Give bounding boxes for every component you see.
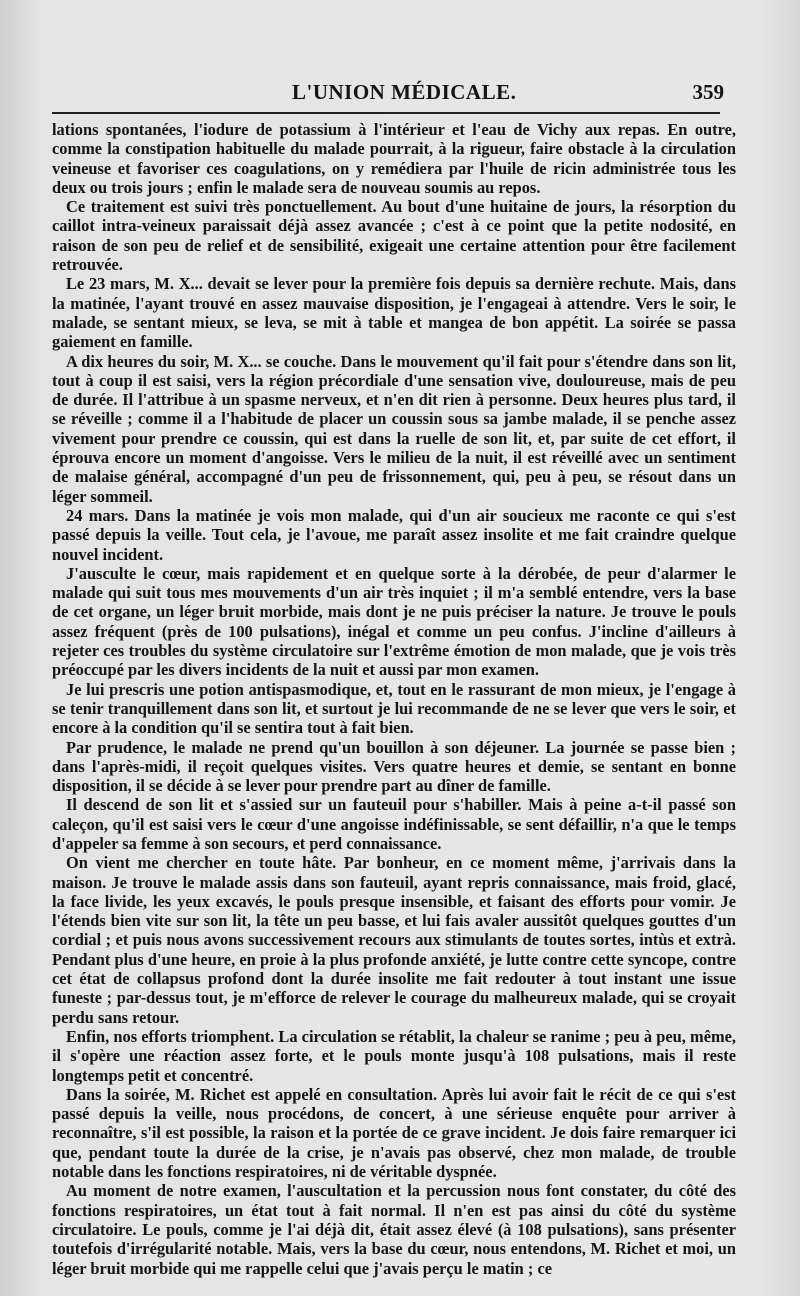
running-title: L'UNION MÉDICALE. xyxy=(292,80,517,104)
paragraph: Le 23 mars, M. X... devait se lever pour la première fois depuis sa dernière rechute. Mais, dans la matinée, l'ayant trouvé en assez mauvaise disposition, je l'engageai à attendre. Vers le soir, le malade, se sentant mieux, se leva, se mit à table et mangea de bon appétit. La soirée se passa gaiement en famille. xyxy=(52,274,736,352)
paragraph: Par prudence, le malade ne prend qu'un bouillon à son déjeuner. La journée se passe bien ; dans l'après-midi, il reçoit quelques visites. Vers quatre heures et demie, se sentant en bonne disposition, il se décide à se lever pour prendre part au dîner de famille. xyxy=(52,737,736,796)
paragraph: Je lui prescris une potion antispasmodique, et, tout en le rassurant de mon mieux, je l'engage à se tenir tranquillement dans son lit, et surtout je lui recommande de ne se lever que vers le soir, et encore à la condition qu'il se sentira tout à fait bien. xyxy=(52,679,736,738)
paragraph: Il descend de son lit et s'assied sur un fauteuil pour s'habiller. Mais à peine a-t-il passé son caleçon, qu'il est saisi vers le cœur d'une angoisse indéfinissable, se sent défaillir, n'a que le temps d'appeler sa femme à son secours, et perd connaissance. xyxy=(52,795,736,853)
paragraph: lations spontanées, l'iodure de potassium à l'intérieur et l'eau de Vichy aux repas. En outre, comme la constipation habituelle du malade pourrait, à la rigueur, faire obstacle à la circulation veineuse et favoriser ces coagulations, on y remédiera par l'huile de ricin administrée tous les deux ou trois jours ; enfin le malade sera de nouveau soumis au repos. xyxy=(52,120,736,197)
paragraph: Ce traitement est suivi très ponctuellement. Au bout d'une huitaine de jours, la résorption du caillot intra-veineux paraissait déjà assez avancée ; c'est à ce point que la petite nodosité, en raison de son peu de relief et de sensibilité, exigeait une certaine attention pour être facilement retrouvée. xyxy=(52,197,736,275)
body-text xyxy=(52,120,736,1278)
paragraph: A dix heures du soir, M. X... se couche. Dans le mouvement qu'il fait pour s'étendre dans son lit, tout à coup il est saisi, vers la région précordiale d'une sensation vive, douloureuse, mais de peu de durée. Il l'attribue à un spasme nerveux, et n'en dit rien à personne. Deux heures plus tard, il se réveille ; comme il a l'habitude de placer un coussin sous sa jambe malade, il se penche assez vivement pour prendre ce coussin, qui est dans la ruelle de son lit, et, par suite de cet effort, il éprouva encore un moment d'angoisse. Vers le milieu de la nuit, il est réveillé avec un sentiment de malaise général, accompagné d'un peu de frissonnement, qui, peu à peu, se résout dans un léger sommeil. xyxy=(52,351,736,506)
page-number: 359 xyxy=(692,80,724,104)
paragraph: J'ausculte le cœur, mais rapidement et en quelque sorte à la dérobée, de peur d'alarmer le malade qui suit tous mes mouvements d'un air très inquiet ; il m'a semblé entendre, vers la base de cet organe, un léger bruit morbide, mais dont je ne puis préciser la nature. Je trouve le pouls assez fréquent (près de 100 pulsations), inégal et comme un peu confus. J'incline d'ailleurs à rejeter ces troubles du système circulatoire sur l'extrême émotion de mon malade, que je vois très préoccupé par les divers incidents de la nuit et aussi par mon examen. xyxy=(52,563,736,680)
paragraph: Au moment de notre examen, l'auscultation et la percussion nous font constater, du côté des fonctions respiratoires, un état tout à fait normal. Il n'en est pas ainsi du côté du système circulatoire. Le pouls, comme je l'ai déjà dit, était assez élevé (à 108 pulsations), sans présenter toutefois d'irrégularité notable. Mais, vers la base du cœur, nous entendons, M. Richet et moi, un léger bruit morbide qui me rappelle celui que j'avais perçu le matin ; ce xyxy=(52,1181,736,1278)
paragraph: Enfin, nos efforts triomphent. La circulation se rétablit, la chaleur se ranime ; peu à peu, même, il s'opère une réaction assez forte, et le pouls monte jusqu'à 108 pulsations, mais il reste longtemps petit et concentré. xyxy=(52,1026,736,1085)
paragraph: On vient me chercher en toute hâte. Par bonheur, en ce moment même, j'arrivais dans la maison. Je trouve le malade assis dans son fauteuil, ayant repris connaissance, mais froid, glacé, la face livide, les yeux excavés, le pouls presque insensible, et faisant des efforts pour vomir. Je l'étends bien vite sur son lit, la tête un peu basse, et lui fais avaler aussitôt quelques gouttes d'un cordial ; et puis nous avons successivement recours aux stimulants de toutes sortes, intùs et extrà. Pendant plus d'une heure, en proie à la plus profonde anxiété, je lutte contre cette syncope, contre cet état de collapsus profond dont la durée insolite me fait redouter à tout instant une issue funeste ; par-dessus tout, je m'efforce de relever le courage du malheureux malade, qui se croyait perdu sans retour. xyxy=(52,853,736,1027)
header-rule xyxy=(52,112,720,114)
paragraph: Dans la soirée, M. Richet est appelé en consultation. Après lui avoir fait le récit de ce qui s'est passé depuis la veille, nous procédons, de concert, à une sérieuse enquête pour arriver à reconnaître, s'il est possible, la raison et la portée de ce grave incident. Je dois faire remarquer ici que, pendant toute la durée de la crise, je n'avais pas observé, chez mon malade, de trouble notable dans les fonctions respiratoires, ni de véritable dyspnée. xyxy=(52,1084,736,1182)
paragraph: 24 mars. Dans la matinée je vois mon malade, qui d'un air soucieux me raconte ce qui s'est passé depuis la veille. Tout cela, je l'avoue, me paraît assez insolite et me fait craindre quelque nouvel incident. xyxy=(52,505,736,564)
page-header xyxy=(52,76,742,106)
